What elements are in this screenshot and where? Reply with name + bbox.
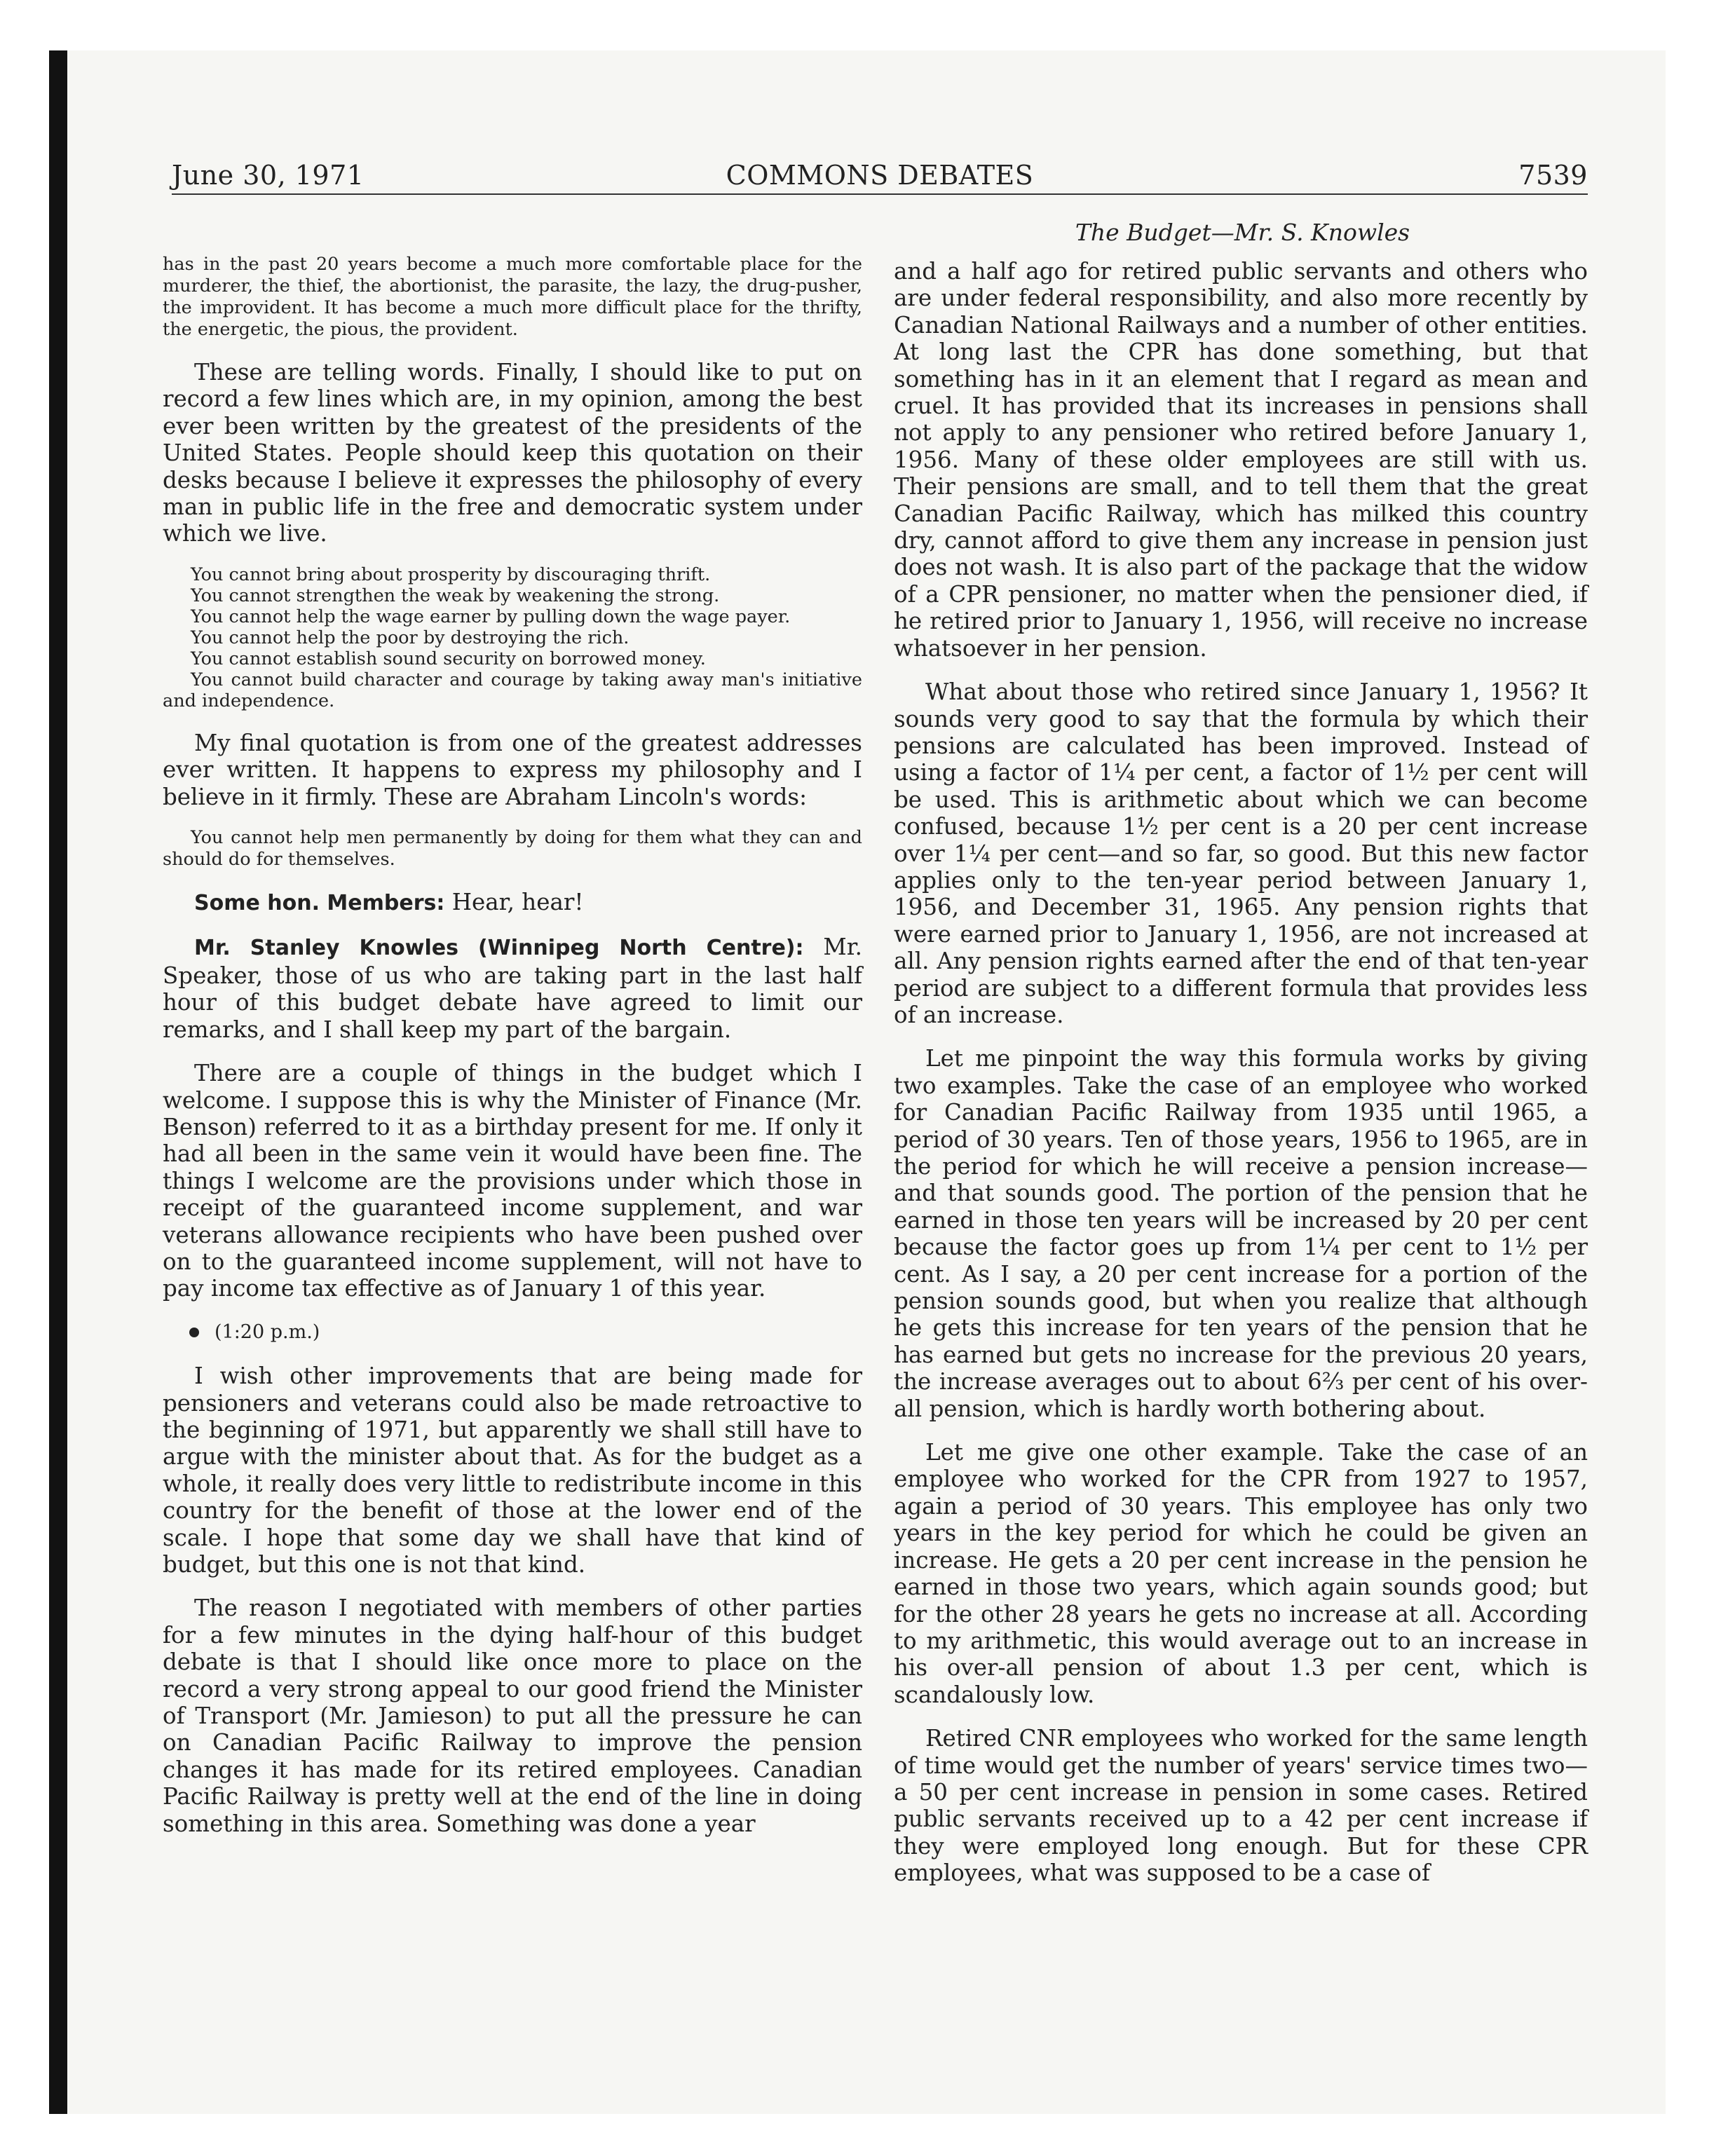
left-column xyxy=(163,254,862,1854)
poem-line: You cannot build character and courage by taking away man's initiative and independence. xyxy=(163,669,862,711)
block-quote: has in the past 20 years become a much more comfortable place for the murderer, the thief, the abortionist, the parasite, the lazy, the drug-pusher, the improvident. It has become a much more difficult place for the thrifty, the energetic, the pious, the provident. xyxy=(163,254,862,340)
bullet-icon xyxy=(189,1328,199,1337)
time-stamp xyxy=(189,1319,862,1346)
speaker-name: Mr. Stanley Knowles (Winnipeg North Centre): xyxy=(194,936,804,961)
poem-line: You cannot strengthen the weak by weakening the strong. xyxy=(191,585,720,606)
running-head: The Budget—Mr. S. Knowles xyxy=(1075,219,1410,246)
header-page-number: 7539 xyxy=(1518,160,1588,191)
paragraph: My final quotation is from one of the greatest addresses ever written. It happens to express my philosophy and I believe in it firmly. These are Abraham Lincoln's words: xyxy=(163,729,862,810)
paragraph: Let me give one other example. Take the case of an employee who worked for the CPR from 1927 to 1957, again a period of 30 years. This employee has only two years in the key period for which he could be given an increase. He gets a 20 per cent increase in the pension he earned in those two years, which again sounds good; but for the other 28 years he gets no increase at all. According to my arithmetic, this would average out to an increase in his over-all pension of about 1.3 per cent, which is scandalously low. xyxy=(894,1439,1588,1708)
page-header xyxy=(172,156,1588,198)
paragraph: What about those who retired since January 1, 1956? It sounds very good to say that the formula by which their pensions are calculated has been improved. Instead of using a factor of 1¼ per cent, a factor of 1½ per cent will be used. This is arithmetic about which we can become confused, because 1½ per cent is a 20 per cent increase over 1¼ per cent—and so far, so good. But this new factor applies only to the ten-year period between January 1, 1956, and December 31, 1965. Any pension rights that were earned prior to January 1, 1956, are not increased at all. Any pension rights earned after the end of that ten-year period are subject to a different formula that provides less of an increase. xyxy=(894,678,1588,1028)
time-text: (1:20 p.m.) xyxy=(215,1321,320,1343)
speech-text: Hear, hear! xyxy=(451,889,584,916)
paragraph: and a half ago for retired public servants and others who are under federal responsibility, and also more recently by Canadian National Railways and a number of other entities. At long last the CPR has done something, but that something has in it an element that I regard as mean and cruel. It has provided that its increases in pensions shall not apply to any pensioner who retired before January 1, 1956. Many of these older employees are still with us. Their pensions are small, and to tell them that the great Canadian Pacific Railway, which has milked this country dry, cannot afford to give them any increase in pension just does not wash. It is also part of the package that the widow of a CPR pensioner, no matter when the pensioner died, if he retired prior to January 1, 1956, will receive no increase whatsoever in her pension. xyxy=(894,258,1588,662)
speaker-name: Some hon. Members: xyxy=(194,891,445,916)
interjection xyxy=(163,889,862,917)
header-rule xyxy=(172,193,1588,195)
paragraph: There are a couple of things in the budget which I welcome. I suppose this is why the Minister of Finance (Mr. Benson) referred to it as a birthday present for me. If only it had all been in the same vein it would have been fine. The things I welcome are the provisions under which those in receipt of the guaranteed income supplement, and war veterans allowance recipients who have been pushed over on to the guaranteed income supplement, will not have to pay income tax effective as of January 1 of this year. xyxy=(163,1060,862,1302)
lincoln-quote xyxy=(163,827,862,871)
paragraph: Let me pinpoint the way this formula works by giving two examples. Take the case of an employee who worked for Canadian Pacific Railway from 1935 until 1965, a period of 30 years. Ten of those years, 1956 to 1965, are in the period for which he will receive a pension increase—and that sounds good. The portion of the pension that he earned in those ten years will be increased by 20 per cent because the factor goes up from 1¼ per cent to 1½ per cent. As I say, a 20 per cent increase for a portion of the pension sounds good, but when you realize that although he gets this increase for ten years of the pension that he has earned but gets no increase for the previous 20 years, the increase averages out to about 6⅔ per cent of his over-all pension, which is hardly worth bothering about. xyxy=(894,1045,1588,1422)
header-title: COMMONS DEBATES xyxy=(726,160,1034,191)
right-column xyxy=(894,258,1588,1904)
paragraph: Retired CNR employees who worked for the same length of time would get the number of years' service times two—a 50 per cent increase in pension in some cases. Retired public servants received up to a 42 per cent increase if they were employed long enough. But for these CPR employees, what was supposed to be a case of xyxy=(894,1725,1588,1887)
speech-text: Mr. Speaker, those of us who are taking part in the last half hour of this budget debate have agreed to limit our remarks, and I shall keep my part of the bargain. xyxy=(163,934,862,1043)
poem-line: You cannot establish sound security on borrowed money. xyxy=(191,648,706,669)
poem-quote xyxy=(163,564,862,711)
paragraph: I wish other improvements that are being made for pensioners and veterans could also be made retroactive to the beginning of 1971, but apparently we shall still have to argue with the minister about that. As for the budget as a whole, it really does very little to redistribute income in this country for the benefit of those at the lower end of the scale. I hope that some day we shall have that kind of budget, but this one is not that kind. xyxy=(163,1363,862,1578)
poem-line: You cannot help the wage earner by pulling down the wage payer. xyxy=(191,606,791,627)
poem-line: You cannot bring about prosperity by discouraging thrift. xyxy=(191,564,711,585)
header-date: June 30, 1971 xyxy=(172,160,365,191)
speech-opening xyxy=(163,934,862,1043)
poem-line: You cannot help the poor by destroying the rich. xyxy=(191,627,630,648)
scan-edge xyxy=(49,50,67,2114)
paragraph: The reason I negotiated with members of other parties for a few minutes in the dying half-hour of this budget debate is that I should like once more to place on the record a very strong appeal to our good friend the Minister of Transport (Mr. Jamieson) to put all the pressure he can on Canadian Pacific Railway to improve the pension changes it has made for its retired employees. Canadian Pacific Railway is pretty well at the end of the line in doing something in this area. Something was done a year xyxy=(163,1595,862,1837)
quote-text: You cannot help men permanently by doing for them what they can and should do for themselves. xyxy=(163,827,862,871)
paragraph: These are telling words. Finally, I should like to put on record a few lines which are, in my opinion, among the best ever been written by the greatest of the presidents of the United States. People should keep this quotation on their desks because I believe it expresses the philosophy of every man in public life in the free and democratic system under which we live. xyxy=(163,359,862,547)
